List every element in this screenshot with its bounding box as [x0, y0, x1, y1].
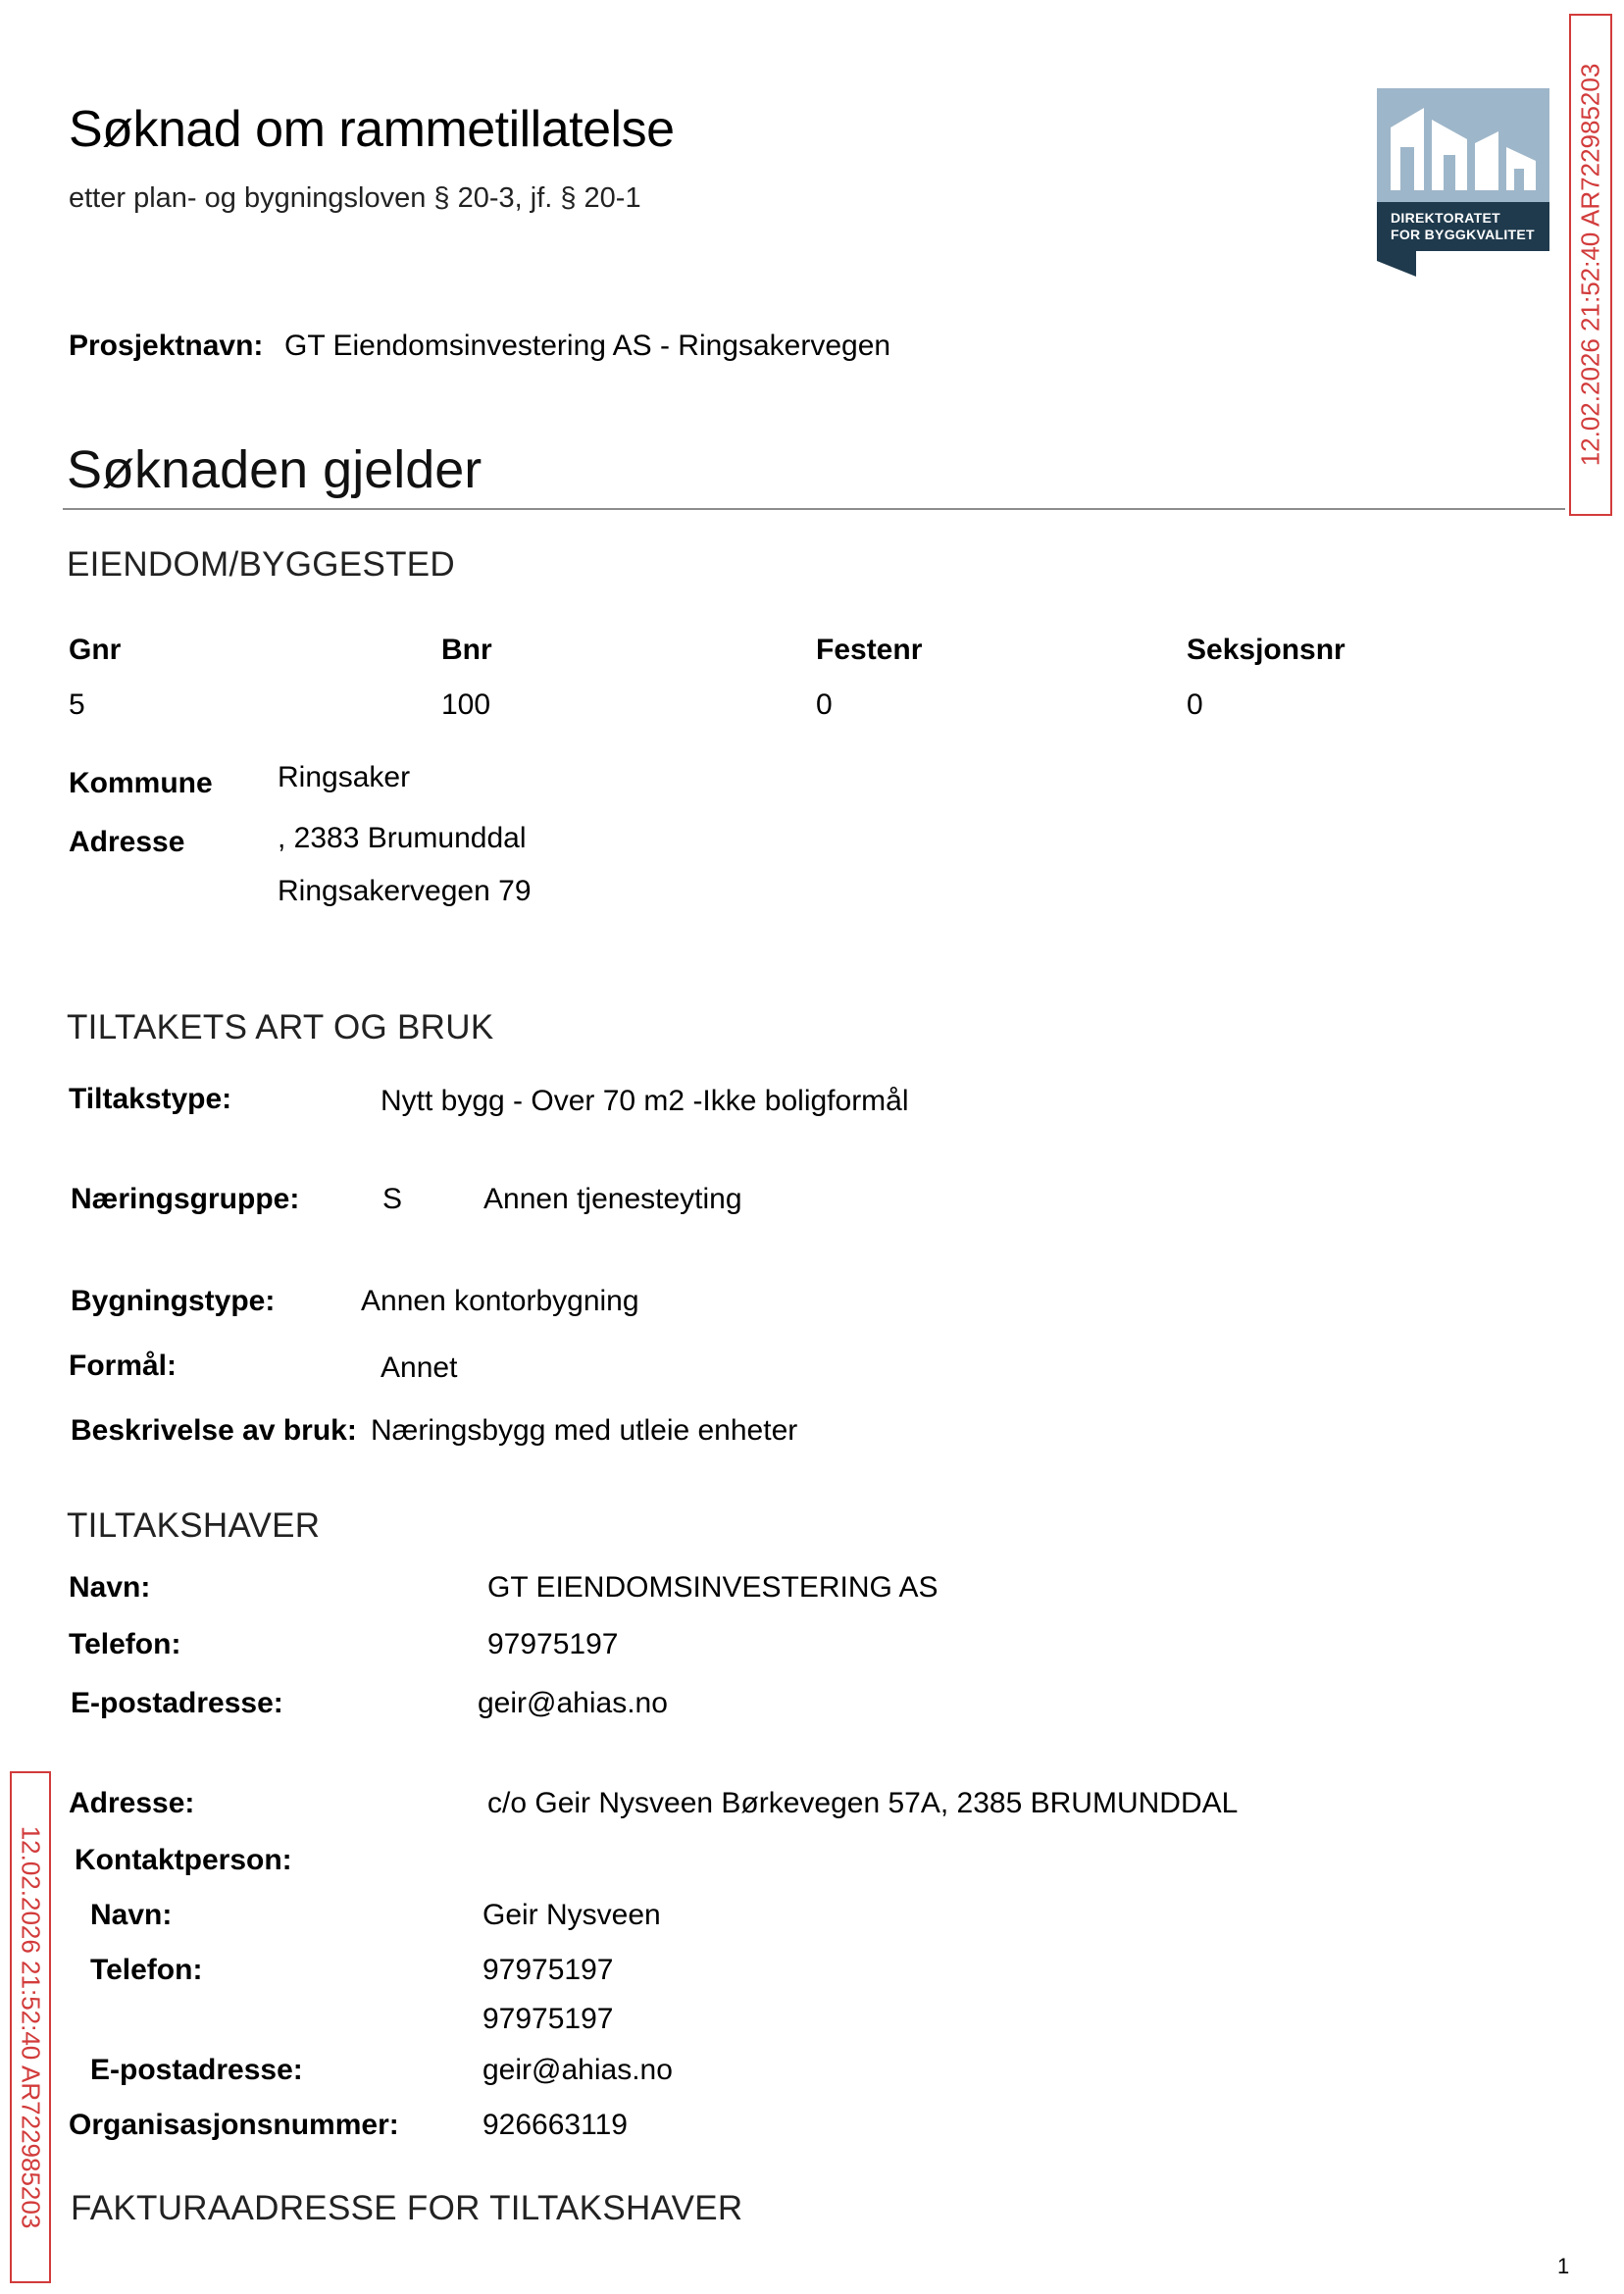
applicant-name-label: Navn:: [69, 1571, 151, 1604]
applicant-email-label: E-postadresse:: [71, 1687, 283, 1719]
contact-phone-value-1: 97975197: [482, 1954, 614, 1986]
applicant-phone-value: 97975197: [487, 1628, 619, 1660]
dibk-logo: [1377, 88, 1549, 277]
tiltakstype-label: Tiltakstype:: [69, 1083, 232, 1115]
festenr-label: Festenr: [816, 634, 923, 666]
timestamp-stamp-side: [10, 1771, 51, 2283]
adresse-line-2: Ringsakervegen 79: [278, 875, 532, 907]
invoice-section-title: FAKTURAADRESSE FOR TILTAKSHAVER: [71, 2189, 743, 2227]
festenr-value: 0: [816, 688, 833, 721]
heading-divider: [63, 508, 1565, 510]
applicant-address-value: c/o Geir Nysveen Børkevegen 57A, 2385 BRUMUNDDAL: [487, 1787, 1239, 1819]
naeringsgruppe-label: Næringsgruppe:: [71, 1183, 300, 1215]
project-name-value: GT Eiendomsinvestering AS - Ringsakervegen: [284, 330, 891, 362]
contact-name-value: Geir Nysveen: [482, 1899, 661, 1931]
gnr-label: Gnr: [69, 634, 122, 666]
dibk-logo-graphic: [1377, 88, 1549, 277]
contact-email-value: geir@ahias.no: [482, 2054, 673, 2086]
kommune-value: Ringsaker: [278, 761, 411, 793]
bnr-value: 100: [441, 688, 491, 721]
formal-label: Formål:: [69, 1350, 178, 1382]
naeringsgruppe-value: Annen tjenesteyting: [483, 1183, 742, 1215]
org-number-value: 926663119: [482, 2109, 628, 2141]
seksjonsnr-value: 0: [1187, 688, 1203, 721]
timestamp-stamp-top-text: 12.02.2026 21:52:40 AR722985203: [1575, 63, 1605, 467]
page-number: 1: [1557, 2254, 1570, 2278]
applicant-name-value: GT EIENDOMSINVESTERING AS: [487, 1571, 939, 1604]
kommune-label: Kommune: [69, 767, 213, 799]
logo-line-2: FOR BYGGKVALITET: [1391, 227, 1535, 242]
bygningstype-label: Bygningstype:: [71, 1285, 276, 1317]
formal-value: Annet: [381, 1351, 458, 1384]
applies-heading: Søknaden gjelder: [67, 440, 482, 499]
beskrivelse-label: Beskrivelse av bruk:: [71, 1414, 357, 1447]
document-title: Søknad om rammetillatelse: [69, 101, 675, 158]
measure-section-title: TILTAKETS ART OG BRUK: [67, 1008, 494, 1046]
applicant-address-label: Adresse:: [69, 1787, 195, 1819]
org-number-label: Organisasjonsnummer:: [69, 2109, 399, 2141]
applicant-email-value: geir@ahias.no: [478, 1687, 668, 1719]
contact-phone-value-2: 97975197: [482, 2003, 614, 2035]
bygningstype-value: Annen kontorbygning: [361, 1285, 639, 1317]
contact-name-label: Navn:: [90, 1899, 173, 1931]
logo-line-1: DIREKTORATET: [1391, 210, 1500, 226]
applicant-phone-label: Telefon:: [69, 1628, 181, 1660]
document-subtitle: etter plan- og bygningsloven § 20-3, jf. § 20-1: [69, 182, 641, 214]
naeringsgruppe-code: S: [382, 1183, 403, 1215]
project-name-label: Prosjektnavn:: [69, 330, 264, 362]
bnr-label: Bnr: [441, 634, 492, 666]
contact-person-label: Kontaktperson:: [75, 1844, 292, 1876]
tiltakstype-value: Nytt bygg - Over 70 m2 -Ikke boligformål: [381, 1085, 909, 1117]
adresse-label: Adresse: [69, 826, 185, 858]
contact-phone-label: Telefon:: [90, 1954, 203, 1986]
contact-email-label: E-postadresse:: [90, 2054, 303, 2086]
seksjonsnr-label: Seksjonsnr: [1187, 634, 1345, 666]
applicant-section-title: TILTAKSHAVER: [67, 1506, 321, 1545]
timestamp-stamp-top: [1569, 14, 1612, 516]
timestamp-stamp-side-text: 12.02.2026 21:52:40 AR722985203: [16, 1825, 46, 2229]
adresse-line-1: , 2383 Brumunddal: [278, 822, 527, 854]
property-section-title: EIENDOM/BYGGESTED: [67, 545, 455, 584]
beskrivelse-value: Næringsbygg med utleie enheter: [371, 1414, 798, 1447]
gnr-value: 5: [69, 688, 85, 721]
